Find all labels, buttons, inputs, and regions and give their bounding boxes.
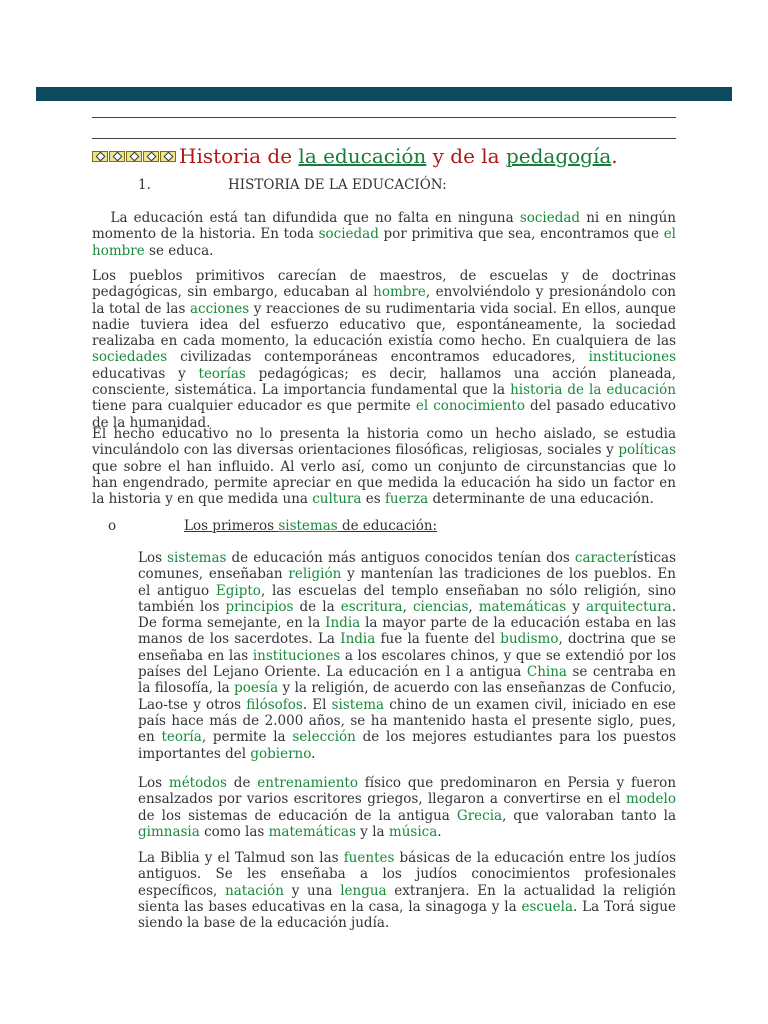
subparagraph [138,775,676,840]
paragraph-text: , doctrina que se enseñaba en las [138,631,676,664]
paragraph-text: de los mejores estudiantes para los puestos importantes del [138,729,676,762]
inline-link[interactable]: acciones [189,300,250,317]
inline-link[interactable]: escuela [521,898,574,915]
inline-link[interactable]: religión [288,566,342,583]
paragraph-text: tiene para cualquier educador es que permite [92,398,416,415]
paragraph-text: como las [199,823,269,840]
inline-link[interactable]: natación [225,882,284,899]
section-title: HISTORIA DE LA EDUCACIÓN: [228,177,447,193]
paragraph-text: por primitiva que sea, encontramos que [378,226,664,243]
top-rule [92,117,676,118]
paragraph [92,268,676,431]
paragraph-text: , envolviéndolo y presionándolo con la total de las [92,284,676,317]
inline-link[interactable]: caracter [574,550,633,566]
subparagraph [138,850,676,931]
inline-link[interactable]: China [526,664,567,681]
inline-link[interactable]: métodos [168,775,227,791]
paragraph-text: civilizadas contemporáneas encontramos educadores, [167,349,589,366]
paragraph-text: , [402,598,413,615]
inline-link[interactable]: modelo [625,791,676,808]
paragraph-text: La educación está tan difundida que no falta en ninguna [92,210,520,226]
inline-link[interactable]: el hombre [92,226,681,259]
inline-link[interactable]: Egipto [215,582,261,599]
inline-link[interactable]: instituciones [252,647,341,664]
paragraph-text: Los [138,775,169,791]
inline-link[interactable]: ciencias [412,598,469,615]
paragraph-text: físico que predominaron en Persia y fueron ensalzados por varios escritores griegos, llegaron a convertirse en el [138,775,677,808]
paragraph-text: básicas de la educación entre los judíos antiguos. Se les enseñaba a los judíos conocimientos profesionales específicos, [138,850,676,899]
section-heading [92,176,447,194]
inline-link[interactable]: historia de la educación [510,382,676,399]
inline-link[interactable]: budismo [500,631,559,648]
paragraph-text: Los [138,550,168,566]
inline-link[interactable]: arquitectura [585,598,672,615]
diamond-bullets-icon [92,140,177,170]
paragraph [92,210,681,259]
inline-link[interactable]: teoría [161,729,202,746]
paragraph [92,426,676,507]
subparagraph [138,550,676,762]
paragraph-text: educativas y [92,365,199,382]
paragraph-text: y la religión, de acuerdo con las enseñanzas de Confucio, Lao-tse y otros [138,680,677,713]
paragraph-text: y reacciones de su rudimentaria vida social. En ellos, aunque nadie tuviera idea del esfuerzo educativo que, espontáneamente, la sociedad realizaba en cada momento, la educación existía como hecho. En cualquiera de las [92,300,677,350]
inline-link[interactable]: sociedades [92,349,168,366]
inline-link[interactable]: lengua [340,882,387,899]
inline-link[interactable]: hombre [373,284,426,301]
inline-link[interactable]: sistemas [167,550,227,566]
paragraph-text: , que valoraban tanto la [502,807,676,824]
title-text: Historia de [179,144,299,168]
paragraph-text: de [226,775,258,791]
inline-link[interactable]: matemáticas [268,823,357,840]
inline-link[interactable]: música [388,823,438,840]
paragraph-text: determinante de una educación. [428,491,654,508]
circle-bullet-icon: o [108,518,117,534]
paragraph-text: se educa. [144,242,214,259]
inline-link[interactable]: sistema [331,696,385,713]
inline-link[interactable]: selección [292,729,356,746]
paragraph-text: chino de un examen civil, iniciado en ese país hace más de 2.000 años, se ha mantenido hasta el presente siglo, pues, en [138,696,677,746]
section-number: 1. [138,177,151,193]
paragraph-text: . La Torá sigue siendo la base de la educación judía. [138,898,676,932]
paragraph-text: es [361,491,385,508]
subsection-text: Los primeros [184,518,279,534]
paragraph-text: de la [293,598,341,615]
header-bar [36,87,732,101]
inline-link[interactable]: India [325,615,361,632]
inline-link[interactable]: gobierno [250,745,312,762]
subsection-text: de educación: [337,518,438,534]
paragraph-text: y una [283,882,341,899]
subsection-link-sistemas[interactable]: sistemas [278,518,338,534]
inline-link[interactable]: el conocimiento [415,398,525,415]
title-link-pedagogia[interactable]: pedagogía [505,144,612,168]
paragraph-text: extranjera. En la actualidad la religión sienta las bases educativas en la casa, la sinagoga y la [138,882,676,915]
inline-link[interactable]: sociedad [519,210,581,226]
inline-link[interactable]: sociedad [318,226,379,243]
paragraph-text: , las escuelas del templo enseñaban no sólo religión, sino también los [138,582,676,615]
paragraph-text: ísticas comunes, enseñaban [138,550,676,583]
inline-link[interactable]: principios [225,598,294,615]
paragraph-text: y la [356,823,389,840]
inline-link[interactable]: fuerza [384,491,429,508]
inline-link[interactable]: India [340,631,376,648]
paragraph-text: La Biblia y el Talmud son las [138,850,344,866]
paragraph-text: que sobre el han influido. Al verlo así, como un conjunto de circunstancias que lo han engendrado, permite apreciar en que medida la educación ha sido un factor en la historia y en que medida una [92,458,676,508]
inline-link[interactable]: políticas [618,442,676,459]
inline-link[interactable]: fuentes [343,850,395,866]
inline-link[interactable]: instituciones [588,349,676,366]
paragraph-text: de los sistemas de educación de la antigua [138,807,457,824]
paragraph-text: El hecho educativo no lo presenta la historia como un hecho aislado, se estudia vinculándolo con las diversas orientaciones filosóficas, religiosas, sociales y [92,426,676,459]
paragraph-text: Los pueblos primitivos carecían de maestros, de escuelas y de doctrinas pedagógicas, sin embargo, educaban al [92,268,676,301]
paragraph-text: de educación más antiguos conocidos tenían dos [226,550,575,566]
paragraph-text: ni en ningún momento de la historia. En toda [92,210,681,243]
paragraph-text: . El [302,696,332,713]
paragraph-text: . De forma semejante, en la [138,598,676,632]
title-link-educacion[interactable]: la educación [298,144,427,168]
paragraph-text: del pasado educativo de la humanidad. [92,398,676,431]
inline-link[interactable]: poesía [234,680,279,697]
inline-link[interactable]: Grecia [456,807,503,824]
subsection-heading [92,517,437,535]
paragraph-text: la mayor parte de la educación estaba en las manos de los sacerdotes. La [138,615,677,648]
inline-link[interactable]: gimnasia [138,823,200,840]
paragraph-text: , [468,598,479,615]
paragraph-text: y [566,598,586,615]
title-text: . [611,144,618,168]
inline-link[interactable]: escritura [340,598,403,615]
title-text: y de la [426,144,506,168]
paragraph-text: fue la fuente del [375,631,501,648]
page-title [92,140,618,171]
paragraph-text: se centraba en la filosofía, la [138,664,676,697]
paragraph-text: . [437,823,442,840]
paragraph-text: y mantenían las tradiciones de los pueblos. En el antiguo [138,566,677,599]
inline-link[interactable]: teorías [198,365,246,382]
inline-link[interactable]: filósofos [246,696,303,713]
inline-link[interactable]: matemáticas [478,598,567,615]
inline-link[interactable]: entrenamiento [257,775,358,791]
paragraph-text: pedagógicas; es decir, hallamos una acción planeada, consciente, sistemática. La importancia fundamental que la [92,365,676,399]
inline-link[interactable]: cultura [312,491,362,508]
paragraph-text: a los escolares chinos, y que se extendió por los países del Lejano Oriente. La educación en l a antigua [138,647,676,681]
paragraph-text: . [311,745,316,762]
paragraph-text: , permite la [201,729,293,746]
title-rule [92,138,676,139]
